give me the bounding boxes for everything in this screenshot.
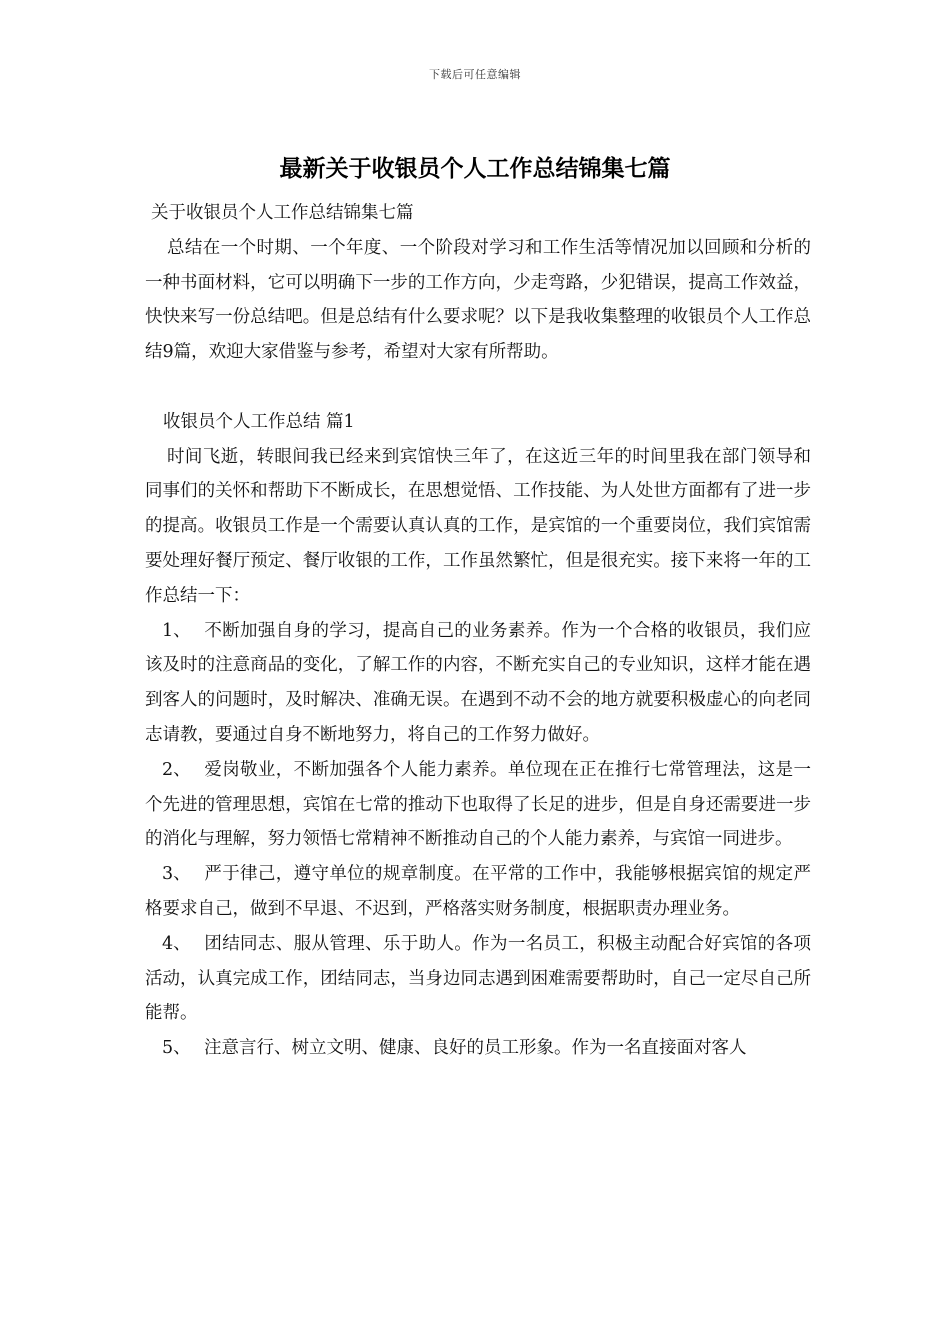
- list-item-number: 4、: [162, 933, 191, 954]
- list-item: [145, 753, 811, 857]
- list-item: [145, 1031, 811, 1066]
- section-opening-paragraph: 时间飞逝，转眼间我已经来到宾馆快三年了，在这近三年的时间里我在部门领导和同事们的关怀和帮助下不断成长，在思想觉悟、工作技能、为人处世方面都有了进一步的提高。收银员工作是一个需要认真认真的工作，是宾馆的一个重要岗位，我们宾馆需要处理好餐厅预定、餐厅收银的工作，工作虽然繁忙，但是很充实。接下来将一年的工作总结一下：: [145, 446, 811, 606]
- list-item-text: 团结同志、服从管理、乐于助人。作为一名员工，积极主动配合好宾馆的各项活动，认真完成工作，团结同志，当身边同志遇到困难需要帮助时，自己一定尽自己所能帮。: [145, 933, 811, 1024]
- document-subtitle: 关于收银员个人工作总结锦集七篇: [151, 203, 414, 223]
- section-heading: 收银员个人工作总结 篇1: [163, 411, 355, 432]
- document-body: [145, 196, 811, 1066]
- list-item-number: 1、: [162, 620, 191, 641]
- header-note: 下载后可任意编辑: [429, 68, 521, 81]
- list-item-number: 5、: [162, 1038, 191, 1059]
- list-item-text: 严于律己，遵守单位的规章制度。在平常的工作中，我能够根据宾馆的规定严格要求自己，做到不早退、不迟到，严格落实财务制度，根据职责办理业务。: [145, 864, 811, 919]
- list-item: [145, 927, 811, 1031]
- list-item: [145, 614, 811, 753]
- intro-paragraph: 总结在一个时期、一个年度、一个阶段对学习和工作生活等情况加以回顾和分析的一种书面材料，它可以明确下一步的工作方向，少走弯路，少犯错误，提高工作效益，快快来写一份总结吧。但是总结有什么要求呢？以下是我收集整理的收银员个人工作总结9篇，欢迎大家借鉴与参考，希望对大家有所帮助。: [145, 237, 811, 363]
- list-item-text: 不断加强自身的学习，提高自己的业务素养。作为一个合格的收银员，我们应该及时的注意商品的变化，了解工作的内容，不断充实自己的专业知识，这样才能在遇到客人的问题时，及时解决、准确无误。在遇到不动不会的地方就要积极虚心的向老同志请教，要通过自身不断地努力，将自己的工作努力做好。: [145, 620, 811, 745]
- list-item: [145, 857, 811, 927]
- list-item-text: 注意言行、树立文明、健康、良好的员工形象。作为一名直接面对客人: [204, 1038, 747, 1059]
- paragraph-spacer: [145, 370, 811, 405]
- document-title: 最新关于收银员个人工作总结锦集七篇: [279, 155, 671, 182]
- list-item-number: 2、: [162, 759, 191, 780]
- list-item-text: 爱岗敬业，不断加强各个人能力素养。单位现在正在推行七常管理法，这是一个先进的管理思想，宾馆在七常的推动下也取得了长足的进步，但是自身还需要进一步的消化与理解，努力领悟七常精神不断推动自己的个人能力素养，与宾馆一同进步。: [145, 759, 811, 850]
- list-item-number: 3、: [162, 864, 191, 885]
